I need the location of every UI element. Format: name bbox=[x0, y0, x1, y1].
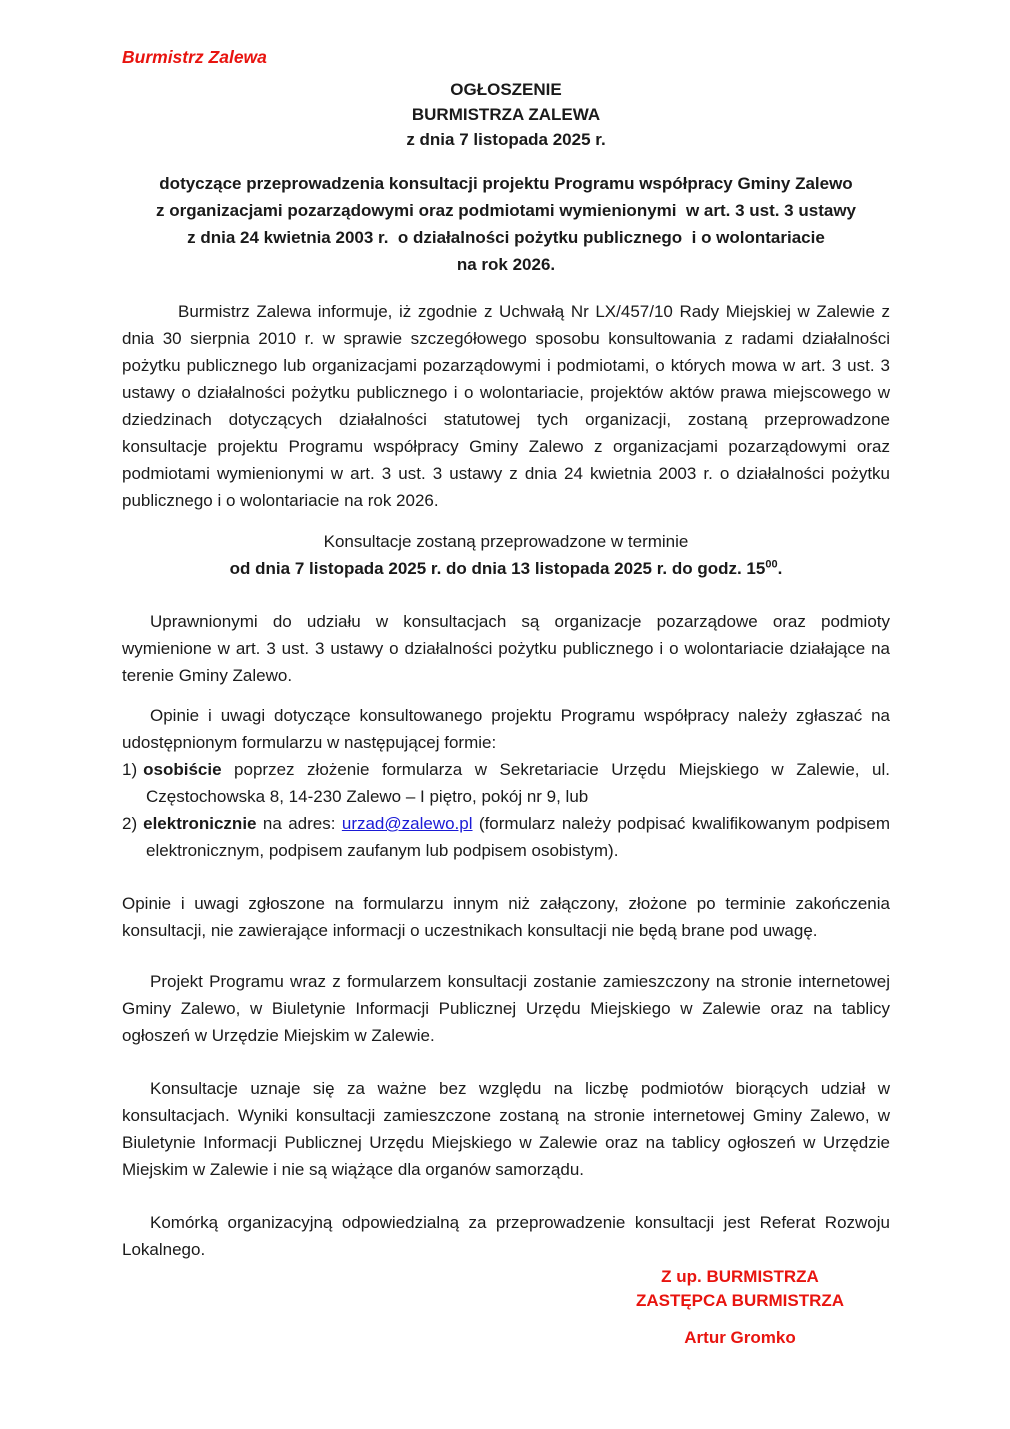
subject-line-4: na rok 2026. bbox=[456, 255, 556, 274]
paragraph-invalid-forms: Opinie i uwagi zgłoszone na formularzu innym niż załączony, złożone po terminie zakończenia konsultacji, nie zawierające informacji o uczestnikach konsultacji nie będą brane pod uwagę. bbox=[122, 894, 890, 940]
paragraph-validity: Konsultacje uznaje się za ważne bez względu na liczbę podmiotów biorących udział w konsultacjach. Wyniki konsultacji zamieszczone zostaną na stronie internetowej Gminy Zalewo, w Biuletynie Informacji Publicznej Urzędu Miejskiego w Zalewie oraz na tablicy ogłoszeń w Urzędzie Miejskim w Zalewie i nie są wiążące dla organów samorządu. bbox=[122, 1079, 890, 1179]
signer-name: Artur Gromko bbox=[684, 1328, 796, 1347]
list-item-1-bold: osobiście bbox=[143, 760, 222, 779]
title-line-2: BURMISTRZA ZALEWA bbox=[411, 105, 601, 124]
list-number-2: 2) bbox=[122, 814, 138, 833]
paragraph-intro: Burmistrz Zalewa informuje, iż zgodnie z Uchwałą Nr LX/457/10 Rady Miejskiej w Zalewie z dnia 30 sierpnia 2010 r. w sprawie szczegółowego sposobu konsultowania z radami działalności pożytku publicznego lub organizacjami pozarządowymi i podmiotami, o których mowa w art. 3 ust. 3 ustawy o działalności pożytku publicznego i o wolontariacie, projektów aktów prawa miejscowego w dziedzinach dotyczących działalności statutowej tych organizacji, zostaną przeprowadzone konsultacje projektu Programu współpracy Gminy Zalewo z organizacjami pozarządowymi oraz podmiotami wymienionymi w art. 3 ust. 3 ustawy z dnia 24 kwietnia 2003 r. o działalności pożytku publicznego i o wolontariacie na rok 2026. bbox=[122, 302, 890, 510]
signature-block bbox=[590, 1265, 890, 1350]
list-item-2-text: (formularz należy podpisać kwalifikowanym podpisem elektronicznym, podpisem zaufanym lub podpisem osobistym). bbox=[146, 814, 890, 860]
list-item-1-text: poprzez złożenie formularza w Sekretariacie Urzędu Miejskiego w Zalewie, ul. Częstochowska 8, 14-230 Zalewo – I piętro, pokój nr 9, lub bbox=[146, 760, 890, 806]
announcement-title bbox=[122, 77, 890, 152]
paragraph-responsible-unit: Komórką organizacyjną odpowiedzialną za przeprowadzenie konsultacji jest Referat Rozwoju Lokalnego. bbox=[122, 1213, 890, 1259]
email-link[interactable]: urzad@zalewo.pl bbox=[341, 814, 473, 833]
paragraph-eligible: Uprawnionymi do udziału w konsultacjach są organizacje pozarządowe oraz podmioty wymienione w art. 3 ust. 3 ustawy o działalności pożytku publicznego i o wolontariacie działające na terenie Gminy Zalewo. bbox=[122, 612, 890, 685]
deadline-text: od dnia 7 listopada 2025 r. do dnia 13 listopada 2025 r. do godz. 15 bbox=[229, 559, 766, 578]
paragraph-opinions-form: Opinie i uwagi dotyczące konsultowanego projektu Programu współpracy należy zgłaszać na udostępnionym formularzu w następującej formie: bbox=[122, 706, 890, 752]
announcement-subject bbox=[122, 170, 890, 278]
list-number-1: 1) bbox=[122, 760, 138, 779]
paragraph-publication: Projekt Programu wraz z formularzem konsultacji zostanie zamieszczony na stronie internetowej Gminy Zalewo, w Biuletynie Informacji Publicznej Urzędu Miejskiego w Zalewie oraz na tablicy ogłoszeń w Urzędzie Miejskim w Zalewie. bbox=[122, 972, 890, 1045]
subject-line-2: z organizacjami pozarządowymi oraz podmiotami wymienionymi w art. 3 ust. 3 ustawy bbox=[156, 201, 856, 220]
list-item-2-bold: elektronicznie bbox=[143, 814, 257, 833]
deadline-period: . bbox=[777, 559, 783, 578]
list-item-electronic bbox=[122, 810, 890, 864]
signature-line-1: Z up. BURMISTRZA bbox=[661, 1267, 819, 1286]
consultation-deadline bbox=[122, 555, 890, 582]
deadline-superscript: 00 bbox=[765, 558, 778, 571]
title-line-3: z dnia 7 listopada 2025 r. bbox=[406, 130, 606, 149]
list-item-in-person bbox=[122, 756, 890, 810]
sender-name: Burmistrz Zalewa bbox=[122, 47, 267, 67]
list-item-2-pre: na adres: bbox=[256, 814, 342, 833]
signature-line-2: ZASTĘPCA BURMISTRZA bbox=[635, 1291, 845, 1310]
subject-line-3: z dnia 24 kwietnia 2003 r. o działalności pożytku publicznego i o wolontariacie bbox=[187, 228, 825, 247]
title-line-1: OGŁOSZENIE bbox=[450, 80, 562, 99]
consultation-term-line: Konsultacje zostaną przeprowadzone w terminie bbox=[323, 532, 689, 551]
subject-line-1: dotyczące przeprowadzenia konsultacji projektu Programu współpracy Gminy Zalewo bbox=[159, 174, 853, 193]
